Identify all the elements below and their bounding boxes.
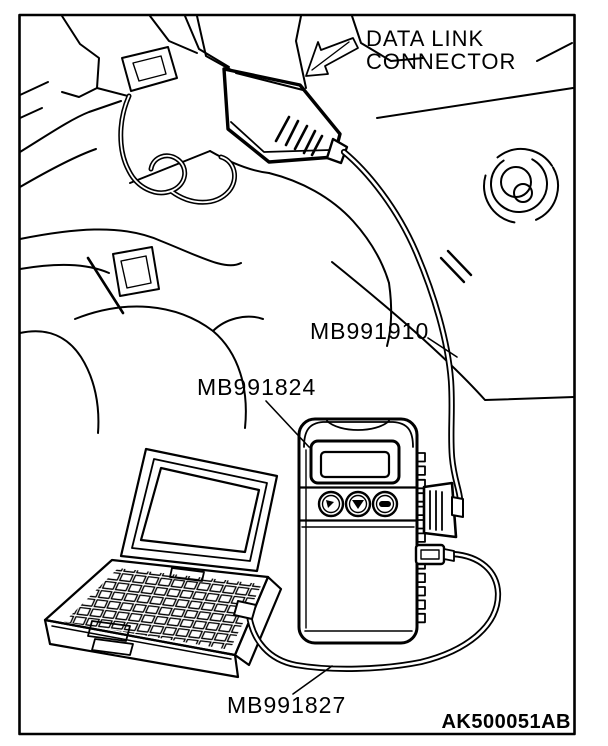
- data-link-connector-plug: [224, 69, 347, 163]
- laptop-port-connector: [234, 601, 256, 619]
- laptop-display: [141, 468, 259, 552]
- button-right-icon: [379, 501, 391, 507]
- cable-connector-small: [416, 545, 444, 564]
- data-link-connector-label-line2: CONNECTOR: [366, 49, 517, 74]
- figure-code: AK500051AB: [441, 711, 571, 733]
- dashboard-line-art: [20, 16, 574, 433]
- scan-tool: [299, 419, 425, 643]
- data-link-connector-label-line1: DATA LINK: [366, 26, 485, 51]
- laptop-keyboard: [64, 568, 262, 650]
- mb991824-label: MB991824: [197, 374, 317, 400]
- wiring-harness: [121, 96, 235, 202]
- laptop: [45, 449, 281, 677]
- scan-tool-buttons: [319, 492, 397, 516]
- mb991910-label: MB991910: [310, 318, 430, 344]
- door-speaker-circles: [470, 135, 571, 236]
- data-link-connector-label: [366, 27, 516, 73]
- mb991827-label: MB991827: [227, 692, 347, 718]
- callout-arrow-icon: [306, 38, 358, 76]
